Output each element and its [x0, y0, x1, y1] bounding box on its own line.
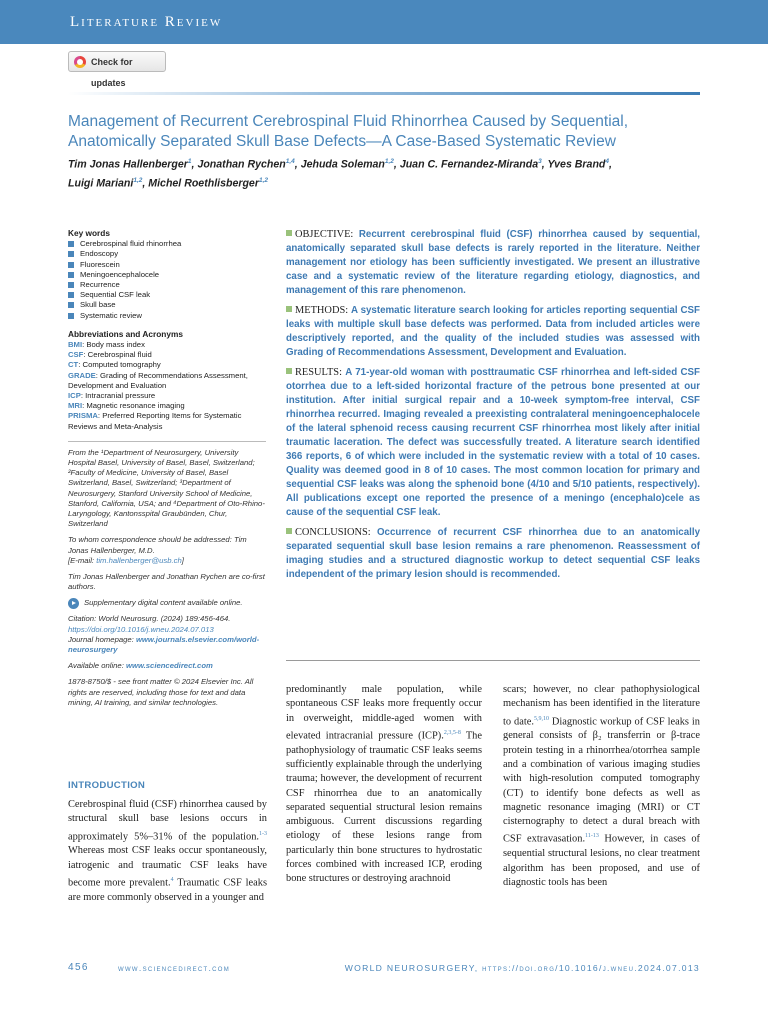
affiliations: From the ¹Department of Neurosurgery, University Hospital Basel, University of Basel, Basel, Switzerland; ²Faculty of Medicine, University of Basel, Basel Switzerland, Basel, Switzerland; ³Department of Neurosurgery, Stanford University School of Medicine, Stanford, California, USA; and ⁴Department of Oto-Rhino-Laryngology, Kantonsspital Graubünden, Chur, Switzerland — [68, 447, 265, 529]
doi-link[interactable]: https://doi.org/10.1016/j.wneu.2024.07.013 — [68, 624, 214, 634]
body-text: Diagnostic workup of CSF leaks in general consists of β₂ transferrin or β-trace protein testing in a rhinorrhea/otorrhea sample and a combination of various imaging studies with high-resolution computed tomography (CT) to identify bone defects as well as magnetic resonance imaging (MRI) or CT cisternography to detect a dural breach with CSF extravasation. — [503, 716, 700, 845]
abstract-methods — [286, 304, 700, 360]
author-separator: , — [541, 158, 548, 171]
author-name: Luigi Mariani — [68, 177, 134, 190]
homepage-label: Journal homepage: — [68, 634, 136, 644]
body-text: predominantly male population, while spontaneous CSF leaks more frequently occur in overweight, middle-aged women with elevated intracranial pressure (ICP). — [286, 684, 482, 742]
author-affiliation: 1,4 — [285, 158, 295, 165]
abstract-objective — [286, 228, 700, 298]
article-title: Management of Recurrent Cerebrospinal Fluid Rhinorrhea Caused by Sequential, Anatomically Separated Skull Base Defects—A Case-Based Systematic Review — [68, 113, 629, 150]
results-label: RESULTS: — [286, 367, 345, 378]
homepage-link[interactable]: www.journals.elsevier.com/world-neurosurgery — [68, 634, 260, 654]
keyword-item: Skull base — [68, 300, 268, 310]
keyword-item: Fluorescein — [68, 260, 268, 270]
body-column-3 — [503, 683, 700, 890]
keyword-item: Recurrence — [68, 280, 268, 290]
sciencedirect-link[interactable]: www.sciencedirect.com — [125, 661, 213, 671]
reference-11-13[interactable]: 11-13 — [585, 833, 599, 840]
sidebar-divider — [68, 441, 266, 442]
abbreviations-list — [68, 340, 268, 432]
email-close: ] — [181, 555, 184, 565]
available-online-label: Available online: — [68, 661, 126, 671]
author-name: Michel Roethlisberger — [148, 177, 259, 190]
abbreviation-definition: Preferred Reporting Items for Systematic Reviews and Meta-Analysis — [68, 411, 242, 431]
abstract-divider — [286, 660, 700, 661]
conclusions-label: CONCLUSIONS: — [286, 527, 377, 538]
check-for-updates-button[interactable] — [68, 51, 166, 88]
abbreviation-term: GRADE — [68, 370, 96, 380]
body-text: The pathophysiology of traumatic CSF leaks seems sufficiently explainable through the underlying trauma; however, the development of recurrent CSF rhinorrhea due to an anatomically separated sequential structural lesion remains ambiguous. Current discussions regarding etiology of these lesions range from particularly thin bone structures to hydrostatic forces combined with increased ICP, eroding bone structures or destroying arachnoid — [286, 730, 482, 885]
abbreviation-definition: Intracranial pressure — [85, 390, 156, 400]
keywords-list — [68, 239, 268, 321]
abstract-conclusions — [286, 526, 700, 582]
objective-text: Recurrent cerebrospinal fluid (CSF) rhinorrhea caused by sequential, anatomically separated skull base defects is rarely reported in the literature. Neither management nor etiology has been sufficiently investigated. We present an illustrative case and a systematic review of the literature regarding etiology, diagnostics, and management of this rare phenomenon. — [286, 229, 700, 296]
objective-label: OBJECTIVE: — [286, 229, 359, 240]
author-name: Tim Jonas Hallenberger — [68, 158, 188, 171]
available-online-line — [68, 661, 268, 671]
abbreviation-item: MRI: Magnetic resonance imaging — [68, 401, 185, 411]
abstract — [286, 228, 700, 588]
author-name: Juan C. Fernandez-Miranda — [399, 158, 539, 171]
keyword-item: Sequential CSF leak — [68, 290, 268, 300]
title-divider — [68, 92, 700, 95]
keyword-item: Systematic review — [68, 311, 268, 321]
abbreviation-term: CT — [68, 360, 79, 370]
reference-2-8[interactable]: 2,3,5-8 — [443, 729, 461, 736]
author-affiliation: 4 — [605, 158, 610, 165]
author-name: Yves Brand — [547, 158, 606, 171]
author-affiliation: 1,2 — [133, 176, 143, 184]
body-text: Traumatic CSF leaks are more commonly observed in a younger and — [68, 877, 267, 903]
author-separator: , — [191, 158, 198, 171]
abbreviation-definition: Body mass index — [86, 339, 145, 349]
keyword-item: Meningoencephalocele — [68, 270, 268, 280]
supplementary-note[interactable] — [68, 598, 268, 609]
author-affiliation: 1,2 — [384, 158, 394, 165]
co-first-note: Tim Jonas Hallenberger and Jonathan Rychen are co-first authors. — [68, 571, 265, 592]
body-text: However, in cases of sequential structural lesions, no clear treatment algorithm has been proposed, and use of diagnostic tools has been — [503, 833, 700, 888]
correspondence: To whom correspondence should be addressed: Tim Jonas Hallenberger, M.D. — [68, 535, 247, 555]
abbreviation-item: BMI: Body mass index — [68, 339, 145, 349]
author-affiliation: 1,2 — [258, 176, 268, 184]
abbreviation-item: PRISMA: Preferred Reporting Items for Systematic Reviews and Meta-Analysis — [68, 411, 242, 431]
abbreviation-term: CSF — [68, 350, 84, 360]
author-list — [68, 154, 708, 191]
abbreviation-term: BMI — [68, 339, 83, 349]
author-separator: , — [393, 158, 400, 171]
email-line — [68, 556, 268, 566]
conclusions-text: Occurrence of recurrent CSF rhinorrhea due to an anatomically separated sequential skull base lesion remains a rare phenomenon. Reassessment of imaging studies and a structured diagnostic workup to detect sequential CSF leaks independent of the primary lesion should is recommended. — [286, 527, 700, 580]
author-name: Jehuda Soleman — [300, 158, 385, 171]
crossmark-icon — [74, 56, 86, 68]
abbreviation-definition: Magnetic resonance imaging — [86, 401, 185, 411]
body-text: Whereas most CSF leaks occur spontaneously, iatrogenic and traumatic CSF leaks have become more prevalent. — [68, 845, 267, 889]
abbreviation-item: ICP: Intracranial pressure — [68, 390, 156, 400]
reference-5-10[interactable]: 5,9,10 — [533, 715, 549, 722]
author-separator: , — [609, 158, 612, 171]
page-footer — [68, 963, 700, 975]
author-separator: , — [142, 177, 149, 190]
body-column-1 — [68, 798, 267, 905]
author-name: Jonathan Rychen — [197, 158, 286, 171]
email-label: [E-mail: — [68, 555, 97, 565]
section-header-bar — [0, 0, 768, 44]
footer-site-link[interactable]: www.sciencedirect.com — [118, 963, 231, 973]
play-icon — [68, 598, 79, 609]
abbreviations-heading: Abbreviations and Acronyms — [68, 328, 183, 339]
body-text: scars; however, no clear pathophysiological mechanism has been identified in the literature to date. — [503, 684, 700, 728]
abbreviation-item: CT: Computed tomography — [68, 360, 161, 370]
citation: Citation: World Neurosurg. (2024) 189:456-464. — [68, 614, 231, 624]
page-number: 456 — [68, 962, 89, 973]
body-column-2 — [286, 683, 482, 887]
abbreviation-definition: Computed tomography — [82, 360, 161, 370]
check-for-updates-label: Check for updates — [91, 57, 133, 88]
abbreviation-definition: Cerebrospinal fluid — [87, 350, 152, 360]
abstract-results — [286, 366, 700, 520]
keyword-item: Cerebrospinal fluid rhinorrhea — [68, 239, 268, 249]
body-text: Cerebrospinal fluid (CSF) rhinorrhea caused by structural skull base lesions occurs in approximately 5%–31% of the population. — [68, 799, 267, 843]
results-text: A 71-year-old woman with posttraumatic CSF rhinorrhea and left-sided CSF otorrhea due to a left-sided horizontal fracture of the petrous bone presented at our institution. After initial surgical repair and a 10-week symptom-free interval, CSF rhinorrhea recurred. Imaging revealed a preexisting contralateral meningoencephalocele of the lateral sphenoid recess causing recurrent CSF rhinorrhea most likely after initial traumatic laceration. The defect was successfully treated. A literature search identified 366 reports, 6 of which were included in the systematic review with a total of 10 cases. Quality was deemed good in 8 of 10 cases. The most common location for primary and sequential CSF leaks was along the sphenoid bone (4/10 and 5/10 patients, respectively). All publications except one reported the presence of a meningo (encephalo)cele as cause of the sequential CSF leak. — [286, 367, 700, 518]
copyright: 1878-8750/$ - see front matter © 2024 Elsevier Inc. All rights are reserved, including those for text and data mining, AI training, and similar technologies. — [68, 677, 254, 707]
abbreviation-item: GRADE: Grading of Recommendations Assessment, Development and Evaluation — [68, 370, 248, 390]
keywords-heading: Key words — [68, 228, 110, 238]
footer-journal-doi[interactable]: WORLD NEUROSURGERY, https://doi.org/10.1016/j.wneu.2024.07.013 — [344, 963, 700, 973]
section-label: Literature Review — [70, 14, 223, 30]
abbreviation-term: MRI — [68, 401, 83, 411]
abbreviation-item: CSF: Cerebrospinal fluid — [68, 350, 152, 360]
author-affiliation: 3 — [538, 158, 542, 165]
email-link[interactable]: tim.hallenberger@usb.ch — [96, 555, 182, 565]
reference-1-3[interactable]: 1-3 — [259, 830, 267, 837]
homepage-line — [68, 635, 268, 655]
author-affiliation: 1 — [187, 158, 192, 165]
reference-4[interactable]: 4 — [170, 876, 174, 883]
author-separator: , — [294, 158, 301, 171]
methods-label: METHODS: — [286, 305, 351, 316]
supplementary-text: Supplementary digital content available online. — [84, 598, 243, 608]
abbreviation-term: PRISMA — [68, 411, 98, 421]
introduction-heading: INTRODUCTION — [68, 780, 146, 791]
sidebar — [68, 228, 268, 708]
keyword-item: Endoscopy — [68, 249, 268, 259]
abbreviation-term: ICP — [68, 390, 81, 400]
methods-text: A systematic literature search looking for articles reporting sequential CSF leaks with multiple skull base defects was performed. Data from included articles were descriptively reported, and the quality of the included studies was assessed with Grading of Recommendations Assessment, Development and Evaluation. — [286, 305, 700, 358]
abbreviation-definition: Grading of Recommendations Assessment, Development and Evaluation — [68, 370, 248, 390]
